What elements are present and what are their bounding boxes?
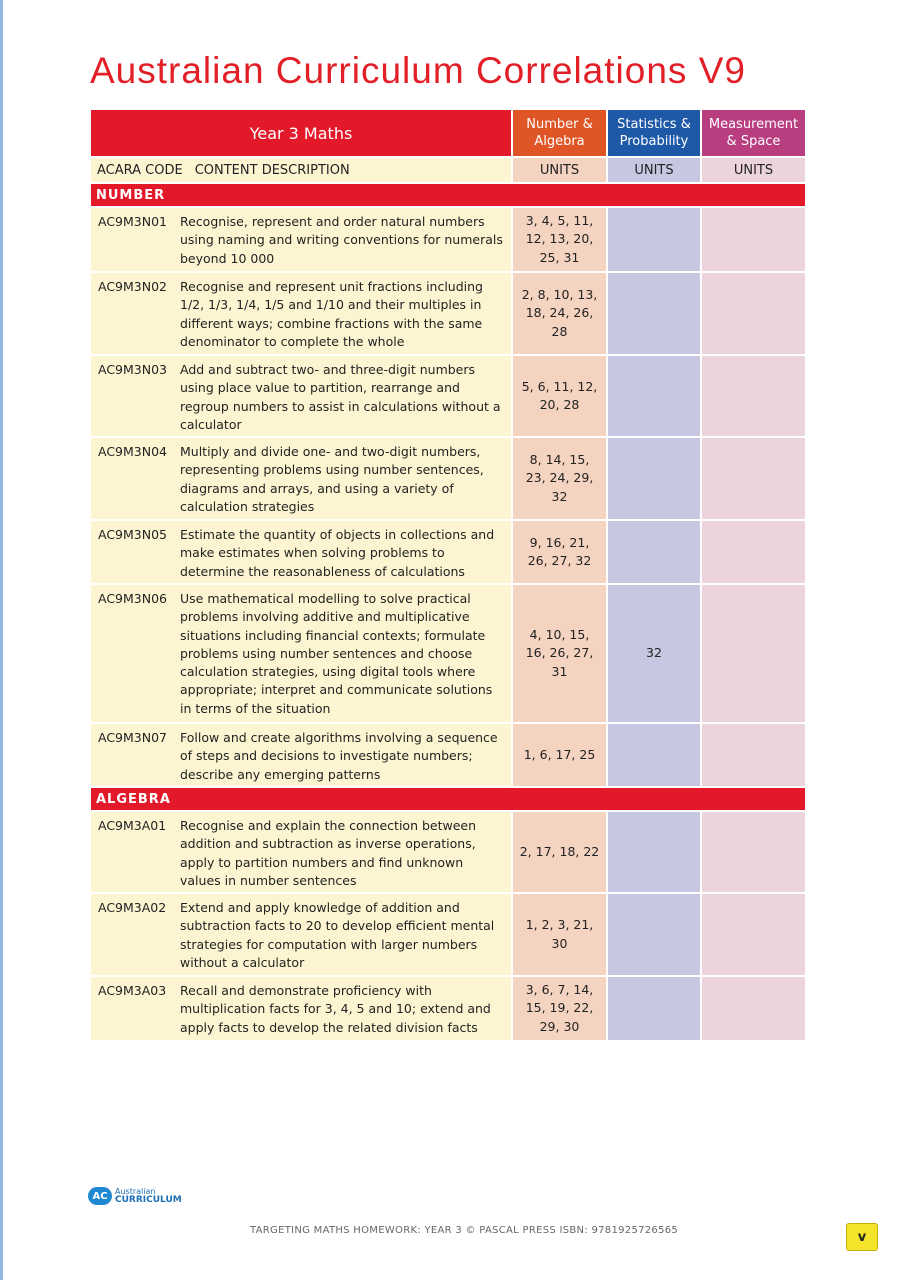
col-acara-code: ACARA CODE: [97, 162, 183, 178]
acara-code: AC9M3N06: [91, 585, 178, 722]
table-row: [91, 977, 805, 1040]
logo-line-2: CURRICULUM: [115, 1195, 182, 1205]
units-statistics-probability: 32: [608, 585, 700, 722]
table-row: [91, 812, 805, 892]
units-measurement-space: [702, 208, 805, 271]
units-measurement-space: [702, 521, 805, 583]
content-description: Multiply and divide one- and two-digit numbers, representing problems using number sentences, diagrams and arrays, and using a variety of calculation strategies: [178, 438, 511, 519]
page-number: v: [846, 1223, 878, 1251]
table-row: [91, 894, 805, 975]
content-description: Recognise, represent and order natural numbers using naming and writing conventions for numerals beyond 10 000: [178, 208, 511, 271]
acara-code: AC9M3N03: [91, 356, 178, 436]
units-measurement-space: [702, 356, 805, 436]
fraction-half: 1/2: [180, 297, 201, 313]
acara-code: AC9M3A03: [91, 977, 178, 1040]
fraction-third: 1/3: [208, 297, 229, 313]
units-measurement-space: [702, 894, 805, 975]
units-number-algebra: 2, 17, 18, 22: [513, 812, 606, 892]
strand-number-algebra: Number & Algebra: [513, 110, 606, 156]
content-description: Follow and create algorithms involving a sequence of steps and decisions to investigate numbers; describe any emerging patterns: [178, 724, 511, 786]
units-header-ms: UNITS: [702, 158, 805, 182]
section-band-number: NUMBER: [91, 184, 805, 206]
table-row: [91, 273, 805, 354]
units-statistics-probability: [608, 812, 700, 892]
units-statistics-probability: [608, 208, 700, 271]
content-description: Recognise and represent unit fractions including 1/2, 1/3, 1/4, 1/5 and 1/10 and their multiples in different ways; combine fractions with the same denominator to complete the whole: [178, 273, 511, 354]
col-content-description: CONTENT DESCRIPTION: [194, 162, 350, 178]
logo-text: [115, 1188, 182, 1204]
table-row: [91, 521, 805, 583]
acara-code: AC9M3N04: [91, 438, 178, 519]
units-statistics-probability: [608, 521, 700, 583]
acara-code: AC9M3N02: [91, 273, 178, 354]
table-row: [91, 724, 805, 786]
units-measurement-space: [702, 438, 805, 519]
units-number-algebra: 8, 14, 15, 23, 24, 29, 32: [513, 438, 606, 519]
units-measurement-space: [702, 812, 805, 892]
acara-code: AC9M3N05: [91, 521, 178, 583]
units-statistics-probability: [608, 894, 700, 975]
units-statistics-probability: [608, 977, 700, 1040]
fraction-fifth: 1/5: [264, 297, 285, 313]
content-description: Estimate the quantity of objects in collections and make estimates when solving problems to determine the reasonableness of calculations: [178, 521, 511, 583]
units-statistics-probability: [608, 438, 700, 519]
logo-line-1: Australian: [115, 1187, 156, 1196]
units-number-algebra: 9, 16, 21, 26, 27, 32: [513, 521, 606, 583]
table-row: [91, 438, 805, 519]
units-measurement-space: [702, 724, 805, 786]
units-measurement-space: [702, 585, 805, 722]
units-header-sp: UNITS: [608, 158, 700, 182]
description-part-a: Recognise and represent unit fractions including: [180, 279, 483, 294]
acara-code: AC9M3A02: [91, 894, 178, 975]
units-number-algebra: 2, 8, 10, 13, 18, 24, 26, 28: [513, 273, 606, 354]
units-measurement-space: [702, 273, 805, 354]
description-part-b: and their multiples in different ways; combine fractions with the same denominator to complete the whole: [180, 297, 483, 349]
acara-code: AC9M3A01: [91, 812, 178, 892]
footer-credit: TARGETING MATHS HOMEWORK: YEAR 3 © PASCAL PRESS ISBN: 9781925726565: [250, 1225, 679, 1236]
table-row: [91, 585, 805, 722]
content-description: Use mathematical modelling to solve practical problems involving additive and multiplicative situations including financial contexts; formulate problems using number sentences and choose calculation strategies, using digital tools where appropriate; interpret and communicate solutions in terms of the situation: [178, 585, 511, 722]
acara-code: AC9M3N01: [91, 208, 178, 271]
units-statistics-probability: [608, 356, 700, 436]
correlation-table: [91, 110, 805, 1040]
column-header-row: [91, 158, 805, 182]
column-headers-left: [91, 158, 511, 182]
table-row: [91, 356, 805, 436]
units-statistics-probability: [608, 724, 700, 786]
units-statistics-probability: [608, 273, 700, 354]
content-description: Recognise and explain the connection between addition and subtraction as inverse operations, apply to partition numbers and find unknown values in number sentences: [178, 812, 511, 892]
strand-statistics-probability: Statistics & Probability: [608, 110, 700, 156]
units-header-na: UNITS: [513, 158, 606, 182]
content-description: Extend and apply knowledge of addition and subtraction facts to 20 to develop efficient mental strategies for computation with larger numbers without a calculator: [178, 894, 511, 975]
table-row: [91, 208, 805, 271]
strand-measurement-space: Measurement & Space: [702, 110, 805, 156]
table-header-row: [91, 110, 805, 156]
units-number-algebra: 5, 6, 11, 12, 20, 28: [513, 356, 606, 436]
content-description: Recall and demonstrate proficiency with multiplication facts for 3, 4, 5 and 10; extend and apply facts to develop the related division facts: [178, 977, 511, 1040]
section-band-algebra: ALGEBRA: [91, 788, 805, 810]
fraction-and: and: [288, 297, 312, 313]
page-title: Australian Curriculum Correlations V9: [90, 50, 746, 91]
units-number-algebra: 3, 6, 7, 14, 15, 19, 22, 29, 30: [513, 977, 606, 1040]
australian-curriculum-logo: [88, 1187, 182, 1205]
page-edge-rule: [0, 0, 3, 1280]
content-description: Add and subtract two- and three-digit numbers using place value to partition, rearrange and regroup numbers to assist in calculations without a calculator: [178, 356, 511, 436]
year-label: Year 3 Maths: [91, 110, 511, 156]
acara-code: AC9M3N07: [91, 724, 178, 786]
fraction-tenth: 1/10: [315, 297, 344, 313]
fraction-quarter: 1/4: [236, 297, 257, 313]
logo-mark: AC: [88, 1187, 112, 1205]
units-measurement-space: [702, 977, 805, 1040]
units-number-algebra: 4, 10, 15, 16, 26, 27, 31: [513, 585, 606, 722]
units-number-algebra: 1, 6, 17, 25: [513, 724, 606, 786]
units-number-algebra: 1, 2, 3, 21, 30: [513, 894, 606, 975]
units-number-algebra: 3, 4, 5, 11, 12, 13, 20, 25, 31: [513, 208, 606, 271]
